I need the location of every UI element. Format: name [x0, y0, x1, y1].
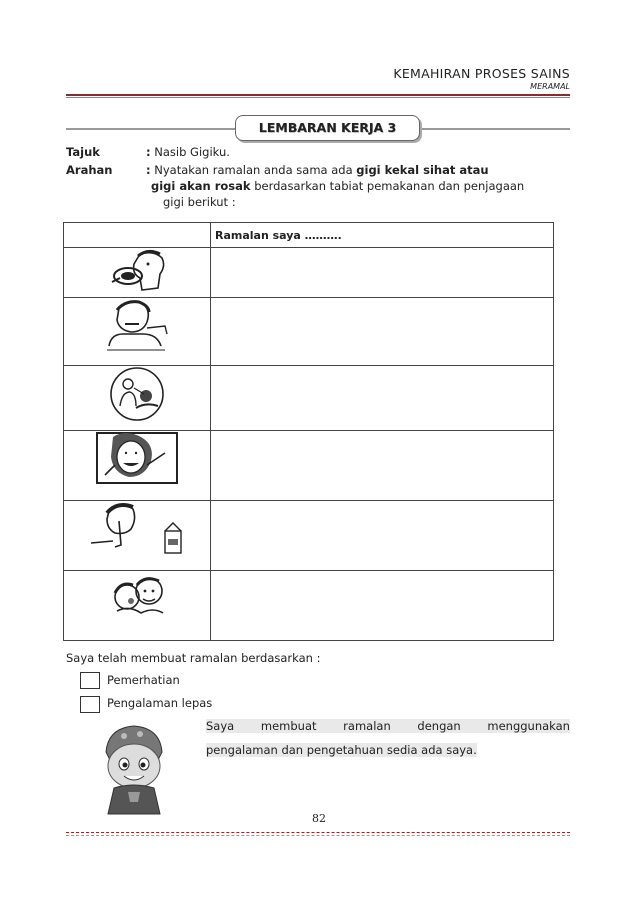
arahan-line2	[151, 179, 524, 193]
worksheet-banner: LEMBARAN KERJA 3	[235, 115, 420, 141]
arahan-colon: :	[146, 163, 151, 177]
mascot-note-line1	[206, 719, 570, 733]
note-word: menggunakan	[487, 719, 570, 733]
boy-brushing-teeth-icon	[99, 298, 175, 354]
footer-rule	[66, 832, 570, 833]
picture-cell	[64, 501, 211, 571]
note-word: Saya	[206, 719, 235, 733]
prediction-table	[63, 222, 554, 641]
table-header-prediction: Ramalan saya ……….	[211, 223, 554, 248]
picture-cell	[64, 431, 211, 501]
tajuk-colon: :	[146, 145, 151, 159]
footer-rule-thin	[66, 835, 570, 836]
picture-cell	[64, 366, 211, 431]
boy-eating-candy-icon	[102, 248, 172, 294]
page-number: 82	[312, 812, 326, 825]
arahan-text2: berdasarkan tabiat pemakanan dan penjagaan	[250, 179, 525, 193]
note-word: membuat	[260, 719, 317, 733]
arahan-label: Arahan	[66, 163, 113, 177]
picture-cell	[64, 571, 211, 641]
note-word: dengan	[417, 719, 461, 733]
tajuk-value: Nasib Gigiku.	[154, 145, 230, 159]
table-header-row	[64, 223, 554, 248]
kids-eating-sweets-icon	[105, 571, 169, 623]
arahan-text1: Nyatakan ramalan anda sama ada	[154, 163, 357, 177]
woman-flossing-icon	[95, 431, 179, 485]
prediction-answer-cell[interactable]	[211, 501, 554, 571]
table-row	[64, 571, 554, 641]
experience-checkbox[interactable]	[80, 696, 100, 713]
table-header-empty	[64, 223, 211, 248]
prediction-answer-cell[interactable]	[211, 248, 554, 298]
prediction-answer-cell[interactable]	[211, 298, 554, 366]
table-row	[64, 431, 554, 501]
arahan-bold1: gigi kekal sihat atau	[356, 163, 489, 177]
arahan-bold2: gigi akan rosak	[151, 179, 251, 193]
observation-label: Pemerhatian	[107, 673, 180, 687]
note-word: ramalan	[343, 719, 391, 733]
tajuk-label: Tajuk	[66, 145, 100, 159]
prediction-answer-cell[interactable]	[211, 571, 554, 641]
section-title: KEMAHIRAN PROSES SAINS	[393, 66, 570, 81]
boy-drinking-milk-icon	[85, 501, 189, 557]
header-rule	[66, 94, 570, 96]
picture-cell	[64, 248, 211, 298]
arahan-line1	[146, 163, 489, 177]
section-subtitle: MERAMAL	[530, 82, 570, 91]
mascot-boy-icon	[94, 722, 174, 818]
header-rule-thin	[66, 97, 570, 98]
dentist-visit-icon	[106, 366, 168, 422]
observation-checkbox[interactable]	[80, 672, 100, 689]
table-row	[64, 248, 554, 298]
tajuk-line	[146, 145, 230, 159]
table-row	[64, 298, 554, 366]
experience-label: Pengalaman lepas	[107, 696, 213, 710]
arahan-line3: gigi berikut :	[163, 195, 236, 209]
picture-cell	[64, 298, 211, 366]
prediction-answer-cell[interactable]	[211, 366, 554, 431]
table-row	[64, 501, 554, 571]
table-row	[64, 366, 554, 431]
basis-intro: Saya telah membuat ramalan berdasarkan :	[66, 651, 321, 665]
prediction-answer-cell[interactable]	[211, 431, 554, 501]
mascot-note-line2: pengalaman dan pengetahuan sedia ada saya.	[206, 743, 477, 757]
